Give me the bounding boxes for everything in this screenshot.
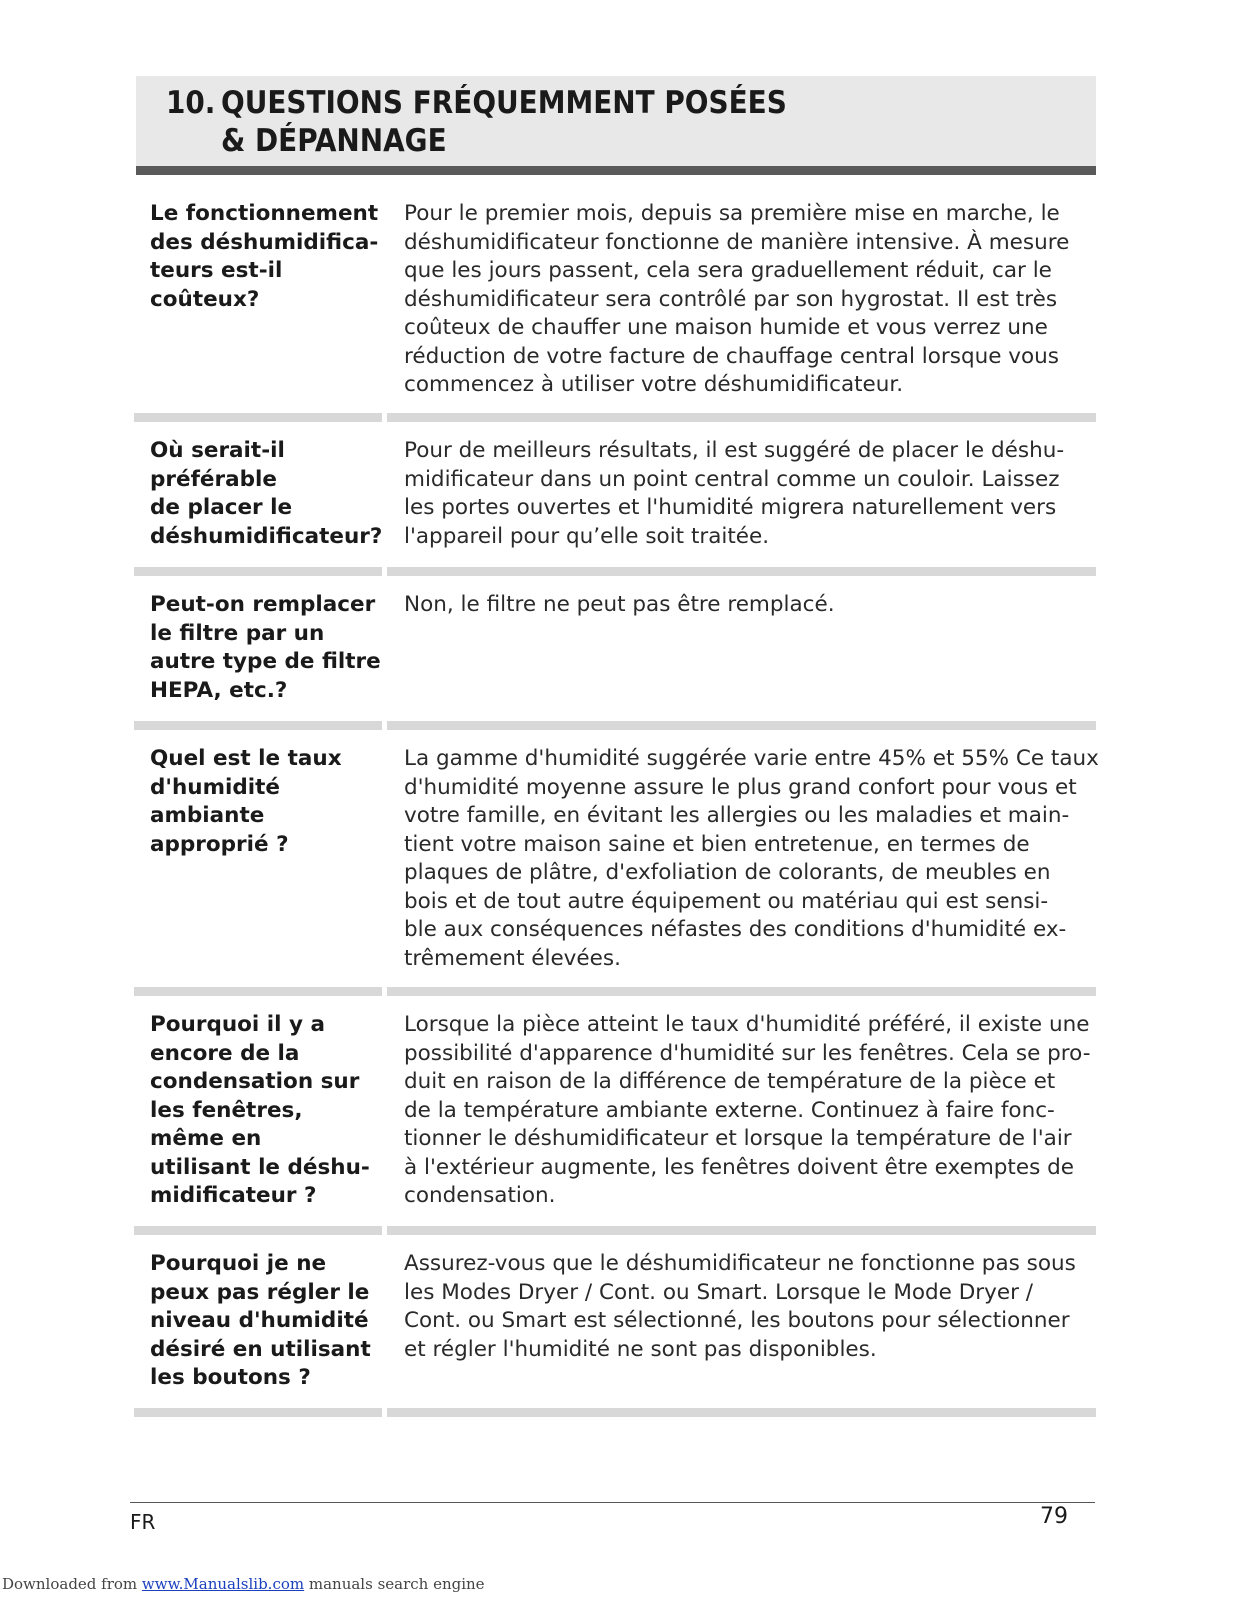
faq-question-line: désiré en utilisant (150, 1336, 371, 1362)
faq-answer-line: tient votre maison saine et bien entretenue, en termes de (404, 831, 1030, 857)
faq-question-line: approprié ? (150, 831, 289, 857)
faq-question-line: HEPA, etc.? (150, 677, 288, 703)
faq-answer-line: Cont. ou Smart est sélectionné, les boutons pour sélectionner (404, 1308, 1070, 1333)
faq-answer-line: duit en raison de la différence de température de la pièce et (404, 1069, 1056, 1094)
separator-right-segment (387, 413, 1096, 422)
faq-question-line: teurs est-il (150, 258, 283, 283)
section-number: 10. (166, 85, 216, 121)
download-note (2, 1575, 485, 1593)
faq-question-line: de placer le (150, 495, 293, 520)
faq-question-line: ambiante (150, 803, 265, 828)
faq-question-line: coûteux? (150, 286, 260, 312)
faq-answer-line: ble aux conséquences néfastes des conditions d'humidité ex- (404, 917, 1067, 942)
separator-right-segment (387, 1226, 1096, 1235)
separator-right-segment (387, 721, 1096, 730)
faq-answer-line: de la température ambiante externe. Continuez à faire fonc- (404, 1097, 1055, 1123)
faq-row-separator (134, 987, 1096, 996)
faq-answer-line: condensation. (404, 1183, 556, 1208)
faq-question-line: encore de la (150, 1040, 300, 1066)
faq-answer-line: bois et de tout autre équipement ou matériau qui est sensi- (404, 888, 1049, 914)
faq-row-separator (134, 721, 1096, 730)
faq-answer (404, 437, 1094, 551)
faq-question-line: Peut-on remplacer (150, 592, 376, 617)
faq-question-line: d'humidité (150, 774, 280, 800)
page-number: 79 (1040, 1504, 1068, 1529)
faq-answer-line: et régler l'humidité ne sont pas disponibles. (404, 1336, 877, 1362)
separator-left-segment (134, 567, 382, 576)
footer-divider (130, 1502, 1095, 1503)
separator-right-segment (387, 987, 1096, 996)
download-note-prefix: Downloaded from (2, 1575, 142, 1593)
faq-question (150, 200, 380, 314)
faq-question-line: les fenêtres, (150, 1097, 303, 1123)
faq-question (150, 745, 380, 859)
faq-answer-line: déshumidificateur sera contrôlé par son hygrostat. Il est très (404, 286, 1058, 312)
faq-question-line: Pourquoi il y a (150, 1012, 325, 1037)
section-title-line-1: QUESTIONS FRÉQUEMMENT POSÉES (221, 85, 787, 121)
faq-answer-line: Pour le premier mois, depuis sa première mise en marche, le (404, 201, 1060, 226)
faq-question-line: autre type de filtre (150, 649, 381, 674)
faq-question-line: midificateur ? (150, 1183, 317, 1208)
faq-answer-line: réduction de votre facture de chauffage central lorsque vous (404, 343, 1059, 369)
separator-right-segment (387, 567, 1096, 576)
faq-question-line: niveau d'humidité (150, 1308, 369, 1333)
faq-answer (404, 745, 1099, 973)
faq-answer (404, 1011, 1094, 1211)
faq-question-line: des déshumidifica- (150, 229, 379, 255)
faq-answer-line: Non, le filtre ne peut pas être remplacé. (404, 592, 835, 617)
faq-answer-line: à l'extérieur augmente, les fenêtres doivent être exemptes de (404, 1154, 1074, 1180)
separator-left-segment (134, 1408, 382, 1417)
faq-row-separator (134, 413, 1096, 422)
faq-answer-line: les portes ouvertes et l'humidité migrera naturellement vers (404, 495, 1057, 520)
faq-question-line: déshumidificateur? (150, 523, 383, 549)
separator-left-segment (134, 987, 382, 996)
faq-question (150, 591, 380, 705)
separator-left-segment (134, 413, 382, 422)
faq-answer (404, 591, 1094, 620)
faq-question (150, 437, 383, 551)
faq-question-line: même en (150, 1126, 262, 1151)
separator-left-segment (134, 721, 382, 730)
faq-answer-line: que les jours passent, cela sera graduellement réduit, car le (404, 258, 1052, 283)
separator-right-segment (387, 1408, 1096, 1417)
faq-question-line: condensation sur (150, 1069, 360, 1094)
faq-answer-line: les Modes Dryer / Cont. ou Smart. Lorsque le Mode Dryer / (404, 1279, 1034, 1305)
faq-row-separator (134, 1408, 1096, 1417)
faq-answer (404, 200, 1094, 400)
section-title-line-2: & DÉPANNAGE (221, 123, 447, 159)
faq-row-separator (134, 567, 1096, 576)
faq-answer (404, 1250, 1094, 1364)
faq-question-line: Pourquoi je ne (150, 1251, 327, 1276)
faq-question (150, 1011, 380, 1211)
faq-question-line: utilisant le déshu- (150, 1154, 370, 1180)
faq-answer-line: midificateur dans un point central comme un couloir. Laissez (404, 466, 1060, 492)
faq-answer-line: Assurez-vous que le déshumidificateur ne fonctionne pas sous (404, 1251, 1076, 1276)
faq-answer-line: plaques de plâtre, d'exfoliation de colorants, de meubles en (404, 860, 1051, 885)
manualslib-link[interactable]: www.Manualslib.com (141, 1575, 305, 1593)
faq-question-line: préférable (150, 466, 277, 492)
faq-answer-line: commencez à utiliser votre déshumidificateur. (404, 372, 904, 397)
faq-answer-line: La gamme d'humidité suggérée varie entre 45% et 55% Ce taux (404, 746, 1099, 771)
faq-question-line: peux pas régler le (150, 1279, 370, 1305)
faq-answer-line: tionner le déshumidificateur et lorsque la température de l'air (404, 1126, 1072, 1151)
faq-question-line: les boutons ? (150, 1365, 311, 1390)
faq-answer-line: l'appareil pour qu’elle soit traitée. (404, 523, 770, 549)
faq-answer-line: d'humidité moyenne assure le plus grand confort pour vous et (404, 774, 1077, 800)
section-header (136, 76, 1096, 166)
faq-answer-line: déshumidificateur fonctionne de manière intensive. À mesure (404, 229, 1070, 255)
faq-question-line: le filtre par un (150, 620, 325, 646)
faq-question-line: Quel est le taux (150, 746, 342, 771)
separator-left-segment (134, 1226, 382, 1235)
faq-answer-line: Lorsque la pièce atteint le taux d'humidité préféré, il existe une (404, 1012, 1090, 1037)
faq-answer-line: Pour de meilleurs résultats, il est suggéré de placer le déshu- (404, 438, 1065, 463)
faq-answer-line: coûteux de chauffer une maison humide et vous verrez une (404, 315, 1048, 340)
download-note-suffix: manuals search engine (304, 1575, 485, 1593)
faq-answer-line: votre famille, en évitant les allergies ou les maladies et main- (404, 803, 1070, 828)
faq-answer-line: possibilité d'apparence d'humidité sur les fenêtres. Cela se pro- (404, 1040, 1091, 1066)
faq-question-line: Le fonctionnement (150, 201, 379, 226)
faq-answer-line: trêmement élevées. (404, 945, 621, 971)
header-underline (136, 166, 1096, 175)
footer-language: FR (130, 1510, 156, 1534)
section-title (166, 84, 787, 160)
faq-question (150, 1250, 380, 1393)
faq-row-separator (134, 1226, 1096, 1235)
faq-question-line: Où serait-il (150, 438, 285, 463)
